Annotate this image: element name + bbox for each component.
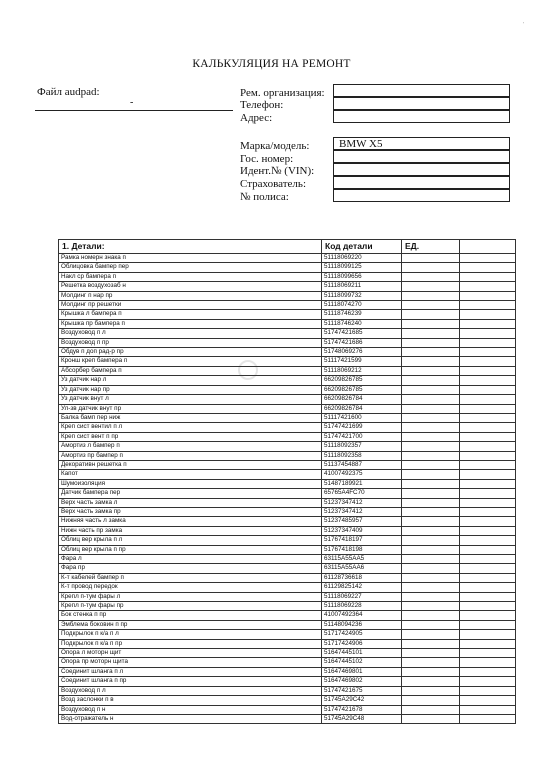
unit-cell xyxy=(402,507,460,516)
part-code-cell: 51767418197 xyxy=(322,536,402,545)
insured-label: Страхователь: xyxy=(240,178,306,190)
table-row xyxy=(59,507,516,516)
unit-cell xyxy=(402,536,460,545)
policy-field[interactable] xyxy=(333,189,510,202)
header-unit: ЕД. xyxy=(402,240,460,254)
table-row xyxy=(59,357,516,366)
unit-cell xyxy=(402,498,460,507)
repair-org-label: Рем. организация: xyxy=(240,87,325,99)
unit-cell xyxy=(402,348,460,357)
unit-cell xyxy=(402,686,460,695)
vin-field[interactable] xyxy=(333,163,510,176)
part-code-cell: 51237347409 xyxy=(322,526,402,535)
extra-cell xyxy=(460,272,516,281)
table-row xyxy=(59,366,516,375)
unit-cell xyxy=(402,376,460,385)
extra-cell xyxy=(460,366,516,375)
extra-cell xyxy=(460,348,516,357)
parts-table xyxy=(58,239,516,724)
part-name-cell: Молдинг п нар пр xyxy=(59,291,322,300)
phone-field[interactable] xyxy=(333,97,510,110)
extra-cell xyxy=(460,451,516,460)
unit-cell xyxy=(402,696,460,705)
table-row xyxy=(59,573,516,582)
part-code-cell: 51148094236 xyxy=(322,620,402,629)
part-name-cell: Крепл п-тум фары пр xyxy=(59,602,322,611)
unit-cell xyxy=(402,338,460,347)
extra-cell xyxy=(460,254,516,263)
part-code-cell: 51118099656 xyxy=(322,272,402,281)
part-code-cell: 61128736618 xyxy=(322,573,402,582)
part-name-cell: Верх часть замка л xyxy=(59,498,322,507)
table-row xyxy=(59,338,516,347)
part-name-cell: Крепл п-тум фары л xyxy=(59,592,322,601)
part-code-cell: 66209826784 xyxy=(322,395,402,404)
part-name-cell: Воздуховод п л xyxy=(59,686,322,695)
unit-cell xyxy=(402,395,460,404)
table-row xyxy=(59,432,516,441)
part-name-cell: К-т провод передок xyxy=(59,583,322,592)
extra-cell xyxy=(460,517,516,526)
extra-cell xyxy=(460,564,516,573)
unit-cell xyxy=(402,611,460,620)
extra-cell xyxy=(460,329,516,338)
unit-cell xyxy=(402,413,460,422)
unit-cell xyxy=(402,460,460,469)
extra-cell xyxy=(460,395,516,404)
part-name-cell: Возд заслонки п в xyxy=(59,696,322,705)
table-row xyxy=(59,404,516,413)
extra-cell xyxy=(460,319,516,328)
header-extra xyxy=(460,240,516,254)
part-code-cell: 51118746240 xyxy=(322,319,402,328)
unit-cell xyxy=(402,263,460,272)
extra-cell xyxy=(460,658,516,667)
part-name-cell: Облиц вер крыла п л xyxy=(59,536,322,545)
extra-cell xyxy=(460,385,516,394)
part-name-cell: Уз датчик внут л xyxy=(59,395,322,404)
part-name-cell: Абсорбер бампера п xyxy=(59,366,322,375)
unit-cell xyxy=(402,442,460,451)
table-row xyxy=(59,667,516,676)
extra-cell xyxy=(460,376,516,385)
extra-cell xyxy=(460,404,516,413)
table-row xyxy=(59,592,516,601)
part-code-cell: 51117421600 xyxy=(322,413,402,422)
part-code-cell: 51647469802 xyxy=(322,677,402,686)
extra-cell xyxy=(460,526,516,535)
table-row xyxy=(59,498,516,507)
table-row xyxy=(59,301,516,310)
repair-org-field[interactable] xyxy=(333,84,510,97)
unit-cell xyxy=(402,291,460,300)
extra-cell xyxy=(460,413,516,422)
part-code-cell: 66209826785 xyxy=(322,376,402,385)
part-code-cell: 51118099732 xyxy=(322,291,402,300)
part-name-cell: Подкрылок п к/а п л xyxy=(59,630,322,639)
extra-cell xyxy=(460,649,516,658)
part-name-cell: Ул-зв датчик внут пр xyxy=(59,404,322,413)
extra-cell xyxy=(460,620,516,629)
part-code-cell: 51748069276 xyxy=(322,348,402,357)
table-row xyxy=(59,602,516,611)
part-name-cell: Накл ср бампера п xyxy=(59,272,322,281)
extra-cell xyxy=(460,705,516,714)
part-name-cell: Воздуховод п л xyxy=(59,329,322,338)
unit-cell xyxy=(402,602,460,611)
extra-cell xyxy=(460,489,516,498)
table-row xyxy=(59,686,516,695)
part-code-cell: 66209826784 xyxy=(322,404,402,413)
part-name-cell: Соединит шланга п пр xyxy=(59,677,322,686)
unit-cell xyxy=(402,658,460,667)
unit-cell xyxy=(402,329,460,338)
table-row xyxy=(59,395,516,404)
part-name-cell: Молдинг пр решетки xyxy=(59,301,322,310)
part-code-cell: 51118092358 xyxy=(322,451,402,460)
unit-cell xyxy=(402,423,460,432)
table-row xyxy=(59,696,516,705)
table-row xyxy=(59,555,516,564)
extra-cell xyxy=(460,611,516,620)
part-name-cell: Нижняя часть л замка xyxy=(59,517,322,526)
address-label: Адрес: xyxy=(240,112,273,124)
policy-label: № полиса: xyxy=(240,191,289,203)
part-name-cell: Эмблема боковин п пр xyxy=(59,620,322,629)
extra-cell xyxy=(460,432,516,441)
table-row xyxy=(59,310,516,319)
make-model-label: Марка/модель: xyxy=(240,140,310,152)
vin-label: Идент.№ (VIN): xyxy=(240,165,315,177)
part-code-cell: 51747421700 xyxy=(322,432,402,441)
table-row xyxy=(59,291,516,300)
extra-cell xyxy=(460,536,516,545)
header-part-code: Код детали xyxy=(322,240,402,254)
table-row xyxy=(59,413,516,422)
part-name-cell: Рамка номерн знака п xyxy=(59,254,322,263)
part-code-cell: 41007492364 xyxy=(322,611,402,620)
part-name-cell: Облиц вер крыла п пр xyxy=(59,545,322,554)
table-row xyxy=(59,714,516,723)
part-code-cell: 41007492375 xyxy=(322,470,402,479)
extra-cell xyxy=(460,573,516,582)
part-code-cell: 51118069228 xyxy=(322,602,402,611)
unit-cell xyxy=(402,254,460,263)
unit-cell xyxy=(402,489,460,498)
part-name-cell: Фара л xyxy=(59,555,322,564)
part-code-cell: 51118069212 xyxy=(322,366,402,375)
unit-cell xyxy=(402,366,460,375)
part-name-cell: Воздуховод п н xyxy=(59,705,322,714)
part-code-cell: 51647445101 xyxy=(322,649,402,658)
file-underline xyxy=(35,110,233,111)
unit-cell xyxy=(402,404,460,413)
part-code-cell: 51745A29C48 xyxy=(322,714,402,723)
unit-cell xyxy=(402,592,460,601)
extra-cell xyxy=(460,602,516,611)
unit-cell xyxy=(402,630,460,639)
table-header-row xyxy=(59,240,516,254)
unit-cell xyxy=(402,583,460,592)
part-code-cell: 51767418198 xyxy=(322,545,402,554)
table-row xyxy=(59,423,516,432)
part-name-cell: Уз датчик нар л xyxy=(59,376,322,385)
part-name-cell: Крышка пр бампера п xyxy=(59,319,322,328)
table-row xyxy=(59,329,516,338)
extra-cell xyxy=(460,357,516,366)
part-code-cell: 51647469801 xyxy=(322,667,402,676)
extra-cell xyxy=(460,291,516,300)
part-name-cell: Крышка л бампера п xyxy=(59,310,322,319)
extra-cell xyxy=(460,470,516,479)
file-value: - xyxy=(130,97,134,108)
extra-cell xyxy=(460,282,516,291)
extra-cell xyxy=(460,338,516,347)
extra-cell xyxy=(460,423,516,432)
part-name-cell: Верх часть замка пр xyxy=(59,507,322,516)
plate-field[interactable] xyxy=(333,150,510,163)
unit-cell xyxy=(402,319,460,328)
part-name-cell: Подкрылок п к/а п пр xyxy=(59,639,322,648)
part-code-cell: 51118069220 xyxy=(322,254,402,263)
table-row xyxy=(59,282,516,291)
part-code-cell: 66209826785 xyxy=(322,385,402,394)
table-row xyxy=(59,272,516,281)
header-parts: 1. Детали: xyxy=(59,240,322,254)
table-row xyxy=(59,620,516,629)
unit-cell xyxy=(402,432,460,441)
part-name-cell: Кронш креп бампера п xyxy=(59,357,322,366)
extra-cell xyxy=(460,639,516,648)
part-name-cell: Бок стенка п пр xyxy=(59,611,322,620)
extra-cell xyxy=(460,696,516,705)
unit-cell xyxy=(402,301,460,310)
unit-cell xyxy=(402,385,460,394)
table-row xyxy=(59,385,516,394)
table-row xyxy=(59,630,516,639)
extra-cell xyxy=(460,498,516,507)
extra-cell xyxy=(460,686,516,695)
part-code-cell: 51118074270 xyxy=(322,301,402,310)
unit-cell xyxy=(402,620,460,629)
part-code-cell: 51747421699 xyxy=(322,423,402,432)
extra-cell xyxy=(460,592,516,601)
part-code-cell: 51118746239 xyxy=(322,310,402,319)
insured-field[interactable] xyxy=(333,176,510,189)
phone-label: Телефон: xyxy=(240,99,284,111)
unit-cell xyxy=(402,451,460,460)
unit-cell xyxy=(402,677,460,686)
unit-cell xyxy=(402,272,460,281)
extra-cell xyxy=(460,263,516,272)
corner-mark: ' xyxy=(523,22,525,28)
table-row xyxy=(59,639,516,648)
extra-cell xyxy=(460,630,516,639)
part-code-cell: 61129825142 xyxy=(322,583,402,592)
part-name-cell: Нижн часть пр замка xyxy=(59,526,322,535)
part-name-cell: Облицовка бампер пер xyxy=(59,263,322,272)
file-label: Файл audpad: xyxy=(37,86,100,98)
unit-cell xyxy=(402,573,460,582)
extra-cell xyxy=(460,545,516,554)
unit-cell xyxy=(402,564,460,573)
part-name-cell: Фара пр xyxy=(59,564,322,573)
part-code-cell: 51118092357 xyxy=(322,442,402,451)
part-name-cell: Обдув п доп рад-р пр xyxy=(59,348,322,357)
part-code-cell: 51647445102 xyxy=(322,658,402,667)
part-name-cell: К-т кабелей бампер п xyxy=(59,573,322,582)
part-code-cell: 63115A55AA5 xyxy=(322,555,402,564)
table-row xyxy=(59,460,516,469)
plate-label: Гос. номер: xyxy=(240,153,294,165)
part-code-cell: 51118099125 xyxy=(322,263,402,272)
part-code-cell: 51237347412 xyxy=(322,507,402,516)
part-name-cell: Капот xyxy=(59,470,322,479)
part-code-cell: 51747421675 xyxy=(322,686,402,695)
table-row xyxy=(59,677,516,686)
unit-cell xyxy=(402,357,460,366)
unit-cell xyxy=(402,705,460,714)
part-code-cell: 63115A55AA6 xyxy=(322,564,402,573)
extra-cell xyxy=(460,667,516,676)
table-row xyxy=(59,479,516,488)
part-code-cell: 51137454887 xyxy=(322,460,402,469)
table-row xyxy=(59,536,516,545)
table-row xyxy=(59,376,516,385)
table-row xyxy=(59,705,516,714)
part-name-cell: Креп сист вент п пр xyxy=(59,432,322,441)
table-row xyxy=(59,319,516,328)
unit-cell xyxy=(402,526,460,535)
part-name-cell: Решетка воздухозаб н xyxy=(59,282,322,291)
part-name-cell: Соединит шланга п л xyxy=(59,667,322,676)
address-field[interactable] xyxy=(333,110,510,123)
extra-cell xyxy=(460,555,516,564)
table-row xyxy=(59,263,516,272)
table-row xyxy=(59,470,516,479)
table-row xyxy=(59,545,516,554)
table-row xyxy=(59,442,516,451)
page-title: КАЛЬКУЛЯЦИЯ НА РЕМОНТ xyxy=(192,58,351,70)
extra-cell xyxy=(460,677,516,686)
parts-table-body xyxy=(59,254,516,724)
part-code-cell: 51745A29C42 xyxy=(322,696,402,705)
part-name-cell: Воздуховод п пр xyxy=(59,338,322,347)
table-row xyxy=(59,489,516,498)
table-row xyxy=(59,564,516,573)
make-model-value: BMW X5 xyxy=(339,138,383,150)
table-row xyxy=(59,526,516,535)
unit-cell xyxy=(402,545,460,554)
part-code-cell: 51237347412 xyxy=(322,498,402,507)
unit-cell xyxy=(402,555,460,564)
extra-cell xyxy=(460,714,516,723)
unit-cell xyxy=(402,714,460,723)
unit-cell xyxy=(402,479,460,488)
table-row xyxy=(59,451,516,460)
table-row xyxy=(59,583,516,592)
part-code-cell: 51117421599 xyxy=(322,357,402,366)
part-name-cell: Балка бамп пер ниж xyxy=(59,413,322,422)
part-name-cell: Креп сист вентил п л xyxy=(59,423,322,432)
part-code-cell: 51747421686 xyxy=(322,338,402,347)
part-name-cell: Амортиз пр бампер п xyxy=(59,451,322,460)
unit-cell xyxy=(402,282,460,291)
unit-cell xyxy=(402,310,460,319)
part-code-cell: 51237485957 xyxy=(322,517,402,526)
table-row xyxy=(59,658,516,667)
unit-cell xyxy=(402,639,460,648)
part-name-cell: Вод-отражатель н xyxy=(59,714,322,723)
table-row xyxy=(59,348,516,357)
part-name-cell: Датчик бампера пер xyxy=(59,489,322,498)
table-row xyxy=(59,649,516,658)
unit-cell xyxy=(402,667,460,676)
part-code-cell: 51487189921 xyxy=(322,479,402,488)
part-name-cell: Шумоизоляция xyxy=(59,479,322,488)
extra-cell xyxy=(460,442,516,451)
unit-cell xyxy=(402,517,460,526)
extra-cell xyxy=(460,479,516,488)
part-code-cell: 51118069227 xyxy=(322,592,402,601)
part-code-cell: 51717424905 xyxy=(322,630,402,639)
part-name-cell: Амортиз л бампер п xyxy=(59,442,322,451)
part-code-cell: 51747421678 xyxy=(322,705,402,714)
unit-cell xyxy=(402,649,460,658)
part-name-cell: Уз датчик нар пр xyxy=(59,385,322,394)
table-row xyxy=(59,611,516,620)
table-row xyxy=(59,254,516,263)
extra-cell xyxy=(460,310,516,319)
extra-cell xyxy=(460,460,516,469)
table-row xyxy=(59,517,516,526)
unit-cell xyxy=(402,470,460,479)
part-name-cell: Декоративн решетка п xyxy=(59,460,322,469)
extra-cell xyxy=(460,507,516,516)
extra-cell xyxy=(460,301,516,310)
part-code-cell: 51118069211 xyxy=(322,282,402,291)
part-code-cell: 51747421685 xyxy=(322,329,402,338)
extra-cell xyxy=(460,583,516,592)
part-code-cell: 51717424906 xyxy=(322,639,402,648)
part-name-cell: Опора пр моторн щита xyxy=(59,658,322,667)
part-code-cell: 65765A4FC70 xyxy=(322,489,402,498)
part-name-cell: Опора л моторн щит xyxy=(59,649,322,658)
